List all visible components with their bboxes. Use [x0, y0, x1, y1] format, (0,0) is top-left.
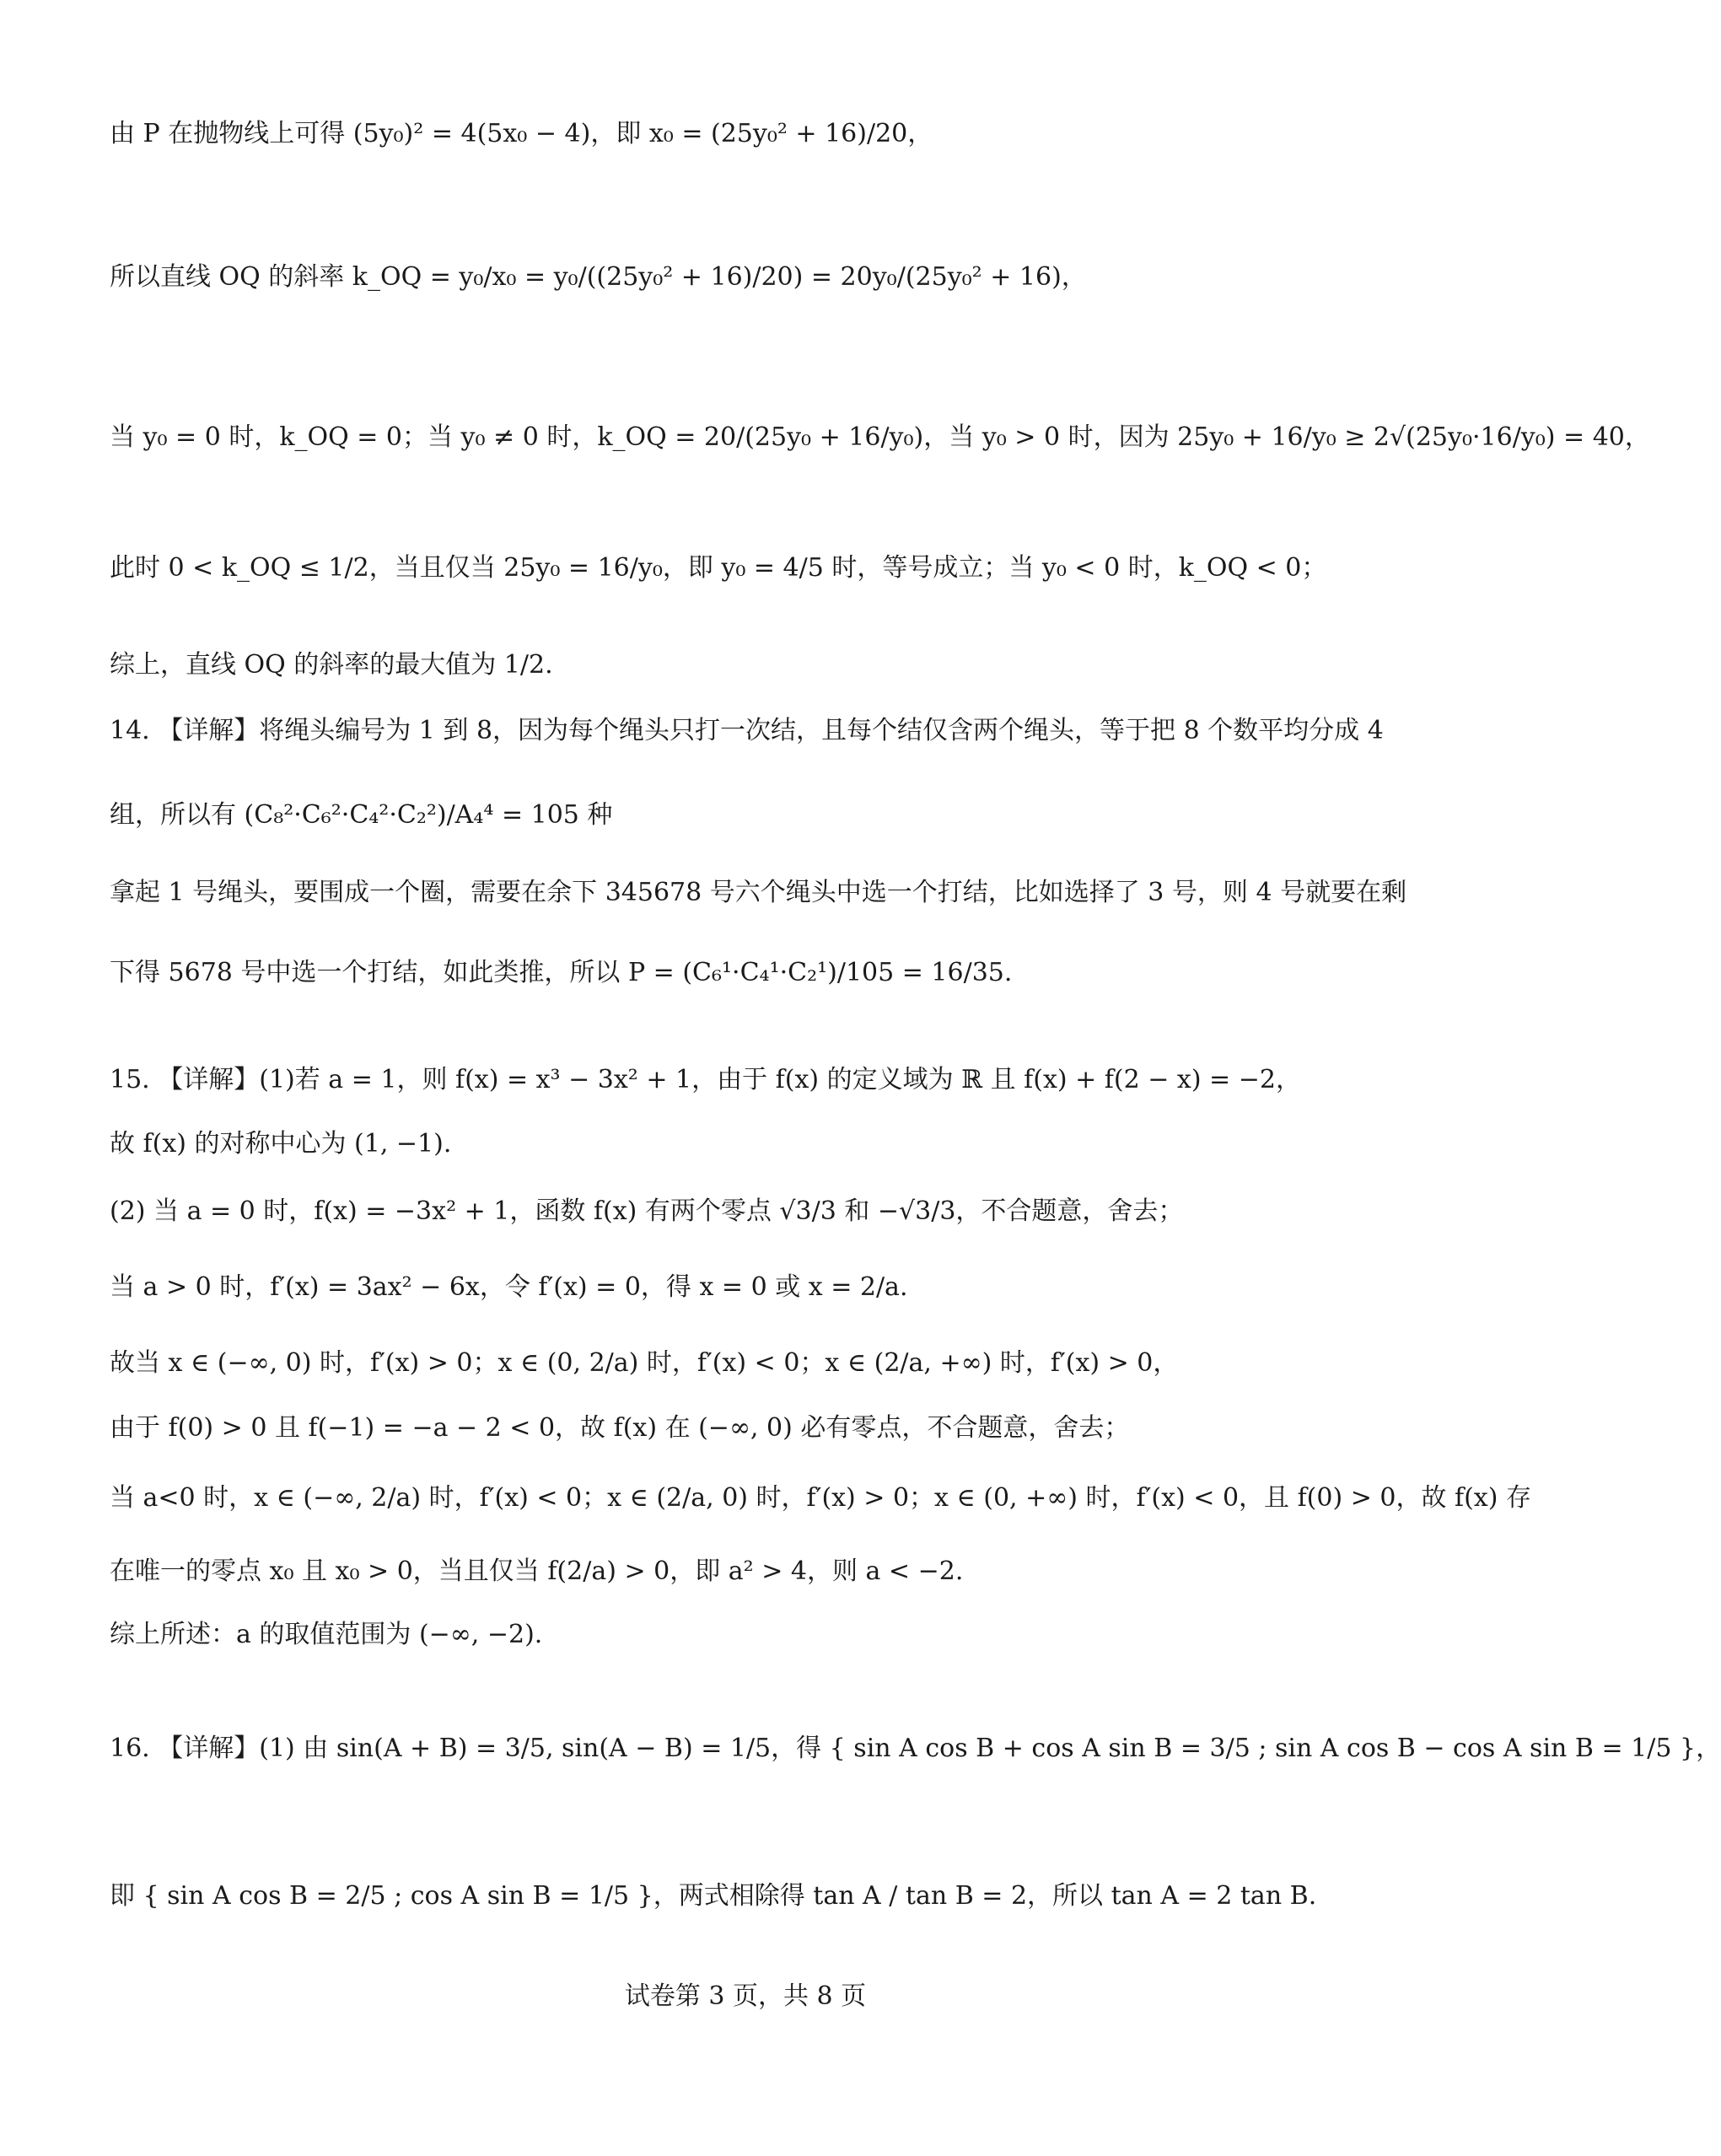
solution-15-line-7: 当 a<0 时，x ∈ (−∞, 2/a) 时，f′(x) < 0；x ∈ (2/a, 0) 时，f′(x) > 0；x ∈ (0, +∞) 时，f′(x) < 0，且 f(0) > 0，故 f(x) 存	[110, 1483, 1531, 1513]
solution-16-line-1: 16. 【详解】(1) 由 sin(A + B) = 3/5, sin(A − B) = 1/5，得 { sin A cos B + cos A sin B = 3/5 ; sin A cos B − cos A sin B = 1/5 }，	[110, 1734, 1721, 1763]
solution-13-line-3: 当 y₀ = 0 时，k_OQ = 0；当 y₀ ≠ 0 时，k_OQ = 20/(25y₀ + 16/y₀)，当 y₀ > 0 时，因为 25y₀ + 16/y₀ ≥ 2√(25y₀·16/y₀) = 40，	[110, 422, 1650, 452]
solution-13-line-2: 所以直线 OQ 的斜率 k_OQ = y₀/x₀ = y₀/((25y₀² + 16)/20) = 20y₀/(25y₀² + 16)，	[110, 262, 1087, 292]
solution-14-line-1: 14. 【详解】将绳头编号为 1 到 8，因为每个绳头只打一次结，且每个结仅含两个绳头，等于把 8 个数平均分成 4	[110, 716, 1384, 745]
solution-14-line-2: 组，所以有 (C₈²·C₆²·C₄²·C₂²)/A₄⁴ = 105 种	[110, 800, 613, 830]
solution-16-line-2: 即 { sin A cos B = 2/5 ; cos A sin B = 1/5 }，两式相除得 tan A / tan B = 2，所以 tan A = 2 tan B.	[110, 1881, 1317, 1911]
solution-13-line-5: 综上，直线 OQ 的斜率的最大值为 1/2.	[110, 650, 553, 680]
solution-15-line-9: 综上所述：a 的取值范围为 (−∞, −2).	[110, 1620, 543, 1649]
solution-14-line-4: 下得 5678 号中选一个打结，如此类推，所以 P = (C₆¹·C₄¹·C₂¹)/105 = 16/35.	[110, 958, 1013, 987]
solution-15-line-1: 15. 【详解】(1)若 a = 1，则 f(x) = x³ − 3x² + 1，由于 f(x) 的定义域为 ℝ 且 f(x) + f(2 − x) = −2，	[110, 1065, 1301, 1094]
page-footer: 试卷第 3 页，共 8 页	[624, 1981, 867, 2011]
solution-15-line-8: 在唯一的零点 x₀ 且 x₀ > 0，当且仅当 f(2/a) > 0，即 a² > 4，则 a < −2.	[110, 1557, 964, 1586]
solution-13-line-1: 由 P 在抛物线上可得 (5y₀)² = 4(5x₀ − 4)，即 x₀ = (25y₀² + 16)/20，	[110, 119, 933, 148]
solution-15-line-4: 当 a > 0 时，f′(x) = 3ax² − 6x，令 f′(x) = 0，得 x = 0 或 x = 2/a.	[110, 1272, 908, 1302]
solution-15-line-6: 由于 f(0) > 0 且 f(−1) = −a − 2 < 0，故 f(x) 在 (−∞, 0) 必有零点，不合题意，舍去；	[110, 1413, 1130, 1443]
solution-15-line-2: 故 f(x) 的对称中心为 (1, −1).	[110, 1129, 452, 1159]
solution-14-line-3: 拿起 1 号绳头，要围成一个圈，需要在余下 345678 号六个绳头中选一个打结，比如选择了 3 号，则 4 号就要在剩	[110, 878, 1407, 907]
solution-13-line-4: 此时 0 < k_OQ ≤ 1/2，当且仅当 25y₀ = 16/y₀，即 y₀ = 4/5 时，等号成立；当 y₀ < 0 时，k_OQ < 0；	[110, 553, 1327, 583]
solution-15-line-5: 故当 x ∈ (−∞, 0) 时，f′(x) > 0；x ∈ (0, 2/a) 时，f′(x) < 0；x ∈ (2/a, +∞) 时，f′(x) > 0，	[110, 1348, 1179, 1378]
solution-15-line-3: (2) 当 a = 0 时，f(x) = −3x² + 1，函数 f(x) 有两个零点 √3/3 和 −√3/3，不合题意，舍去；	[110, 1196, 1184, 1226]
